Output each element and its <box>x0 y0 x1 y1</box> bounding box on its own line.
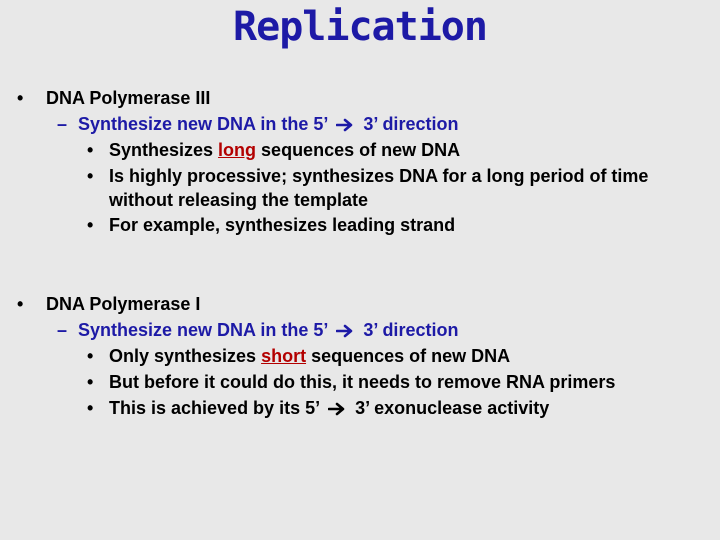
bullet-icon: • <box>87 398 94 418</box>
dash-icon: – <box>57 114 68 134</box>
right-arrow-icon <box>328 402 346 416</box>
detail-text: Is highly processive; synthesizes DNA for a long period of time without releasing the template <box>109 166 649 210</box>
sub-bullet-item <box>0 318 720 343</box>
detail-text-post: sequences of new DNA <box>256 140 461 160</box>
detail-text: For example, synthesizes leading strand <box>109 215 456 235</box>
detail-item <box>0 213 720 238</box>
bullet-icon: • <box>87 346 94 366</box>
highlight-word: long <box>218 140 257 160</box>
detail-text-pre: Synthesizes <box>109 140 219 160</box>
bullet-icon: • <box>87 215 94 235</box>
bullet-icon: • <box>17 88 24 108</box>
right-arrow-icon <box>336 324 354 338</box>
highlight-word: short <box>261 346 307 366</box>
sub-bullet-item <box>0 112 720 137</box>
sub-bullet-text-post: 3’ direction <box>363 320 459 340</box>
detail-item <box>0 164 709 212</box>
bullet-heading: DNA Polymerase I <box>46 294 201 314</box>
sub-bullet-text-pre: Synthesize new DNA in the 5’ <box>78 114 328 134</box>
slide-title: Replication <box>233 4 487 50</box>
right-arrow-icon <box>336 118 354 132</box>
detail-text-post: 3’ exonuclease activity <box>355 398 550 418</box>
detail-text-post: sequences of new DNA <box>306 346 511 366</box>
bullet-icon: • <box>87 166 94 186</box>
bullet-item <box>0 86 720 111</box>
bullet-item <box>0 292 720 317</box>
detail-text-pre: This is achieved by its 5’ <box>109 398 320 418</box>
sub-bullet-text-pre: Synthesize new DNA in the 5’ <box>78 320 328 340</box>
bullet-heading: DNA Polymerase III <box>46 88 211 108</box>
bullet-icon: • <box>87 372 94 392</box>
detail-item <box>0 344 720 369</box>
bullet-icon: • <box>87 140 94 160</box>
dash-icon: – <box>57 320 68 340</box>
detail-item <box>0 396 720 421</box>
detail-item <box>0 138 720 163</box>
sub-bullet-text-post: 3’ direction <box>363 114 459 134</box>
detail-text: But before it could do this, it needs to remove RNA primers <box>109 372 616 392</box>
bullet-icon: • <box>17 294 24 314</box>
section-polymerase-iii <box>0 86 720 238</box>
detail-item <box>0 370 720 395</box>
detail-text-pre: Only synthesizes <box>109 346 262 366</box>
section-polymerase-i <box>0 292 720 421</box>
